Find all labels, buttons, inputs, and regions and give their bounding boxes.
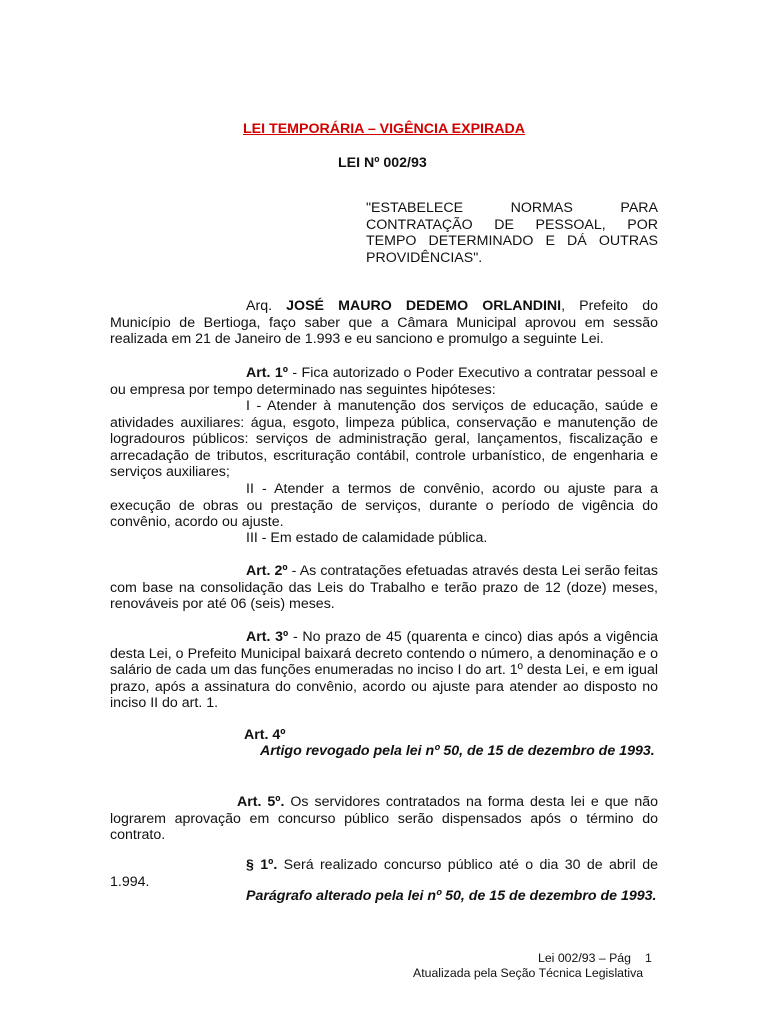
article-1-inciso-2 [110,481,658,531]
footer-page-number: 1 [645,951,652,965]
article-1-text: - Fica autorizado o Poder Executivo a contratar pessoal e ou empresa por tempo determinado nas seguintes hipóteses: [110,365,658,398]
article-4-revoked-note: Artigo revogado pela lei nº 50, de 15 de dezembro de 1993. [260,743,655,759]
article-3-text: - No prazo de 45 (quarenta e cinco) dias após a vigência desta Lei, o Prefeito Municipal baixará decreto contendo o número, a denominação e o salário de cada um das funções enumeradas no inciso I do art. 1º desta Lei, e em igual prazo, após a assinatura do convênio, acordo ou ajuste para atender ao disposto no inciso II do art. 1. [110,629,658,712]
article-1-label: Art. 1º [246,365,288,381]
article-1-inciso-3 [110,530,658,547]
status-heading: LEI TEMPORÁRIA – VIGÊNCIA EXPIRADA [243,121,525,137]
article-1-inciso-1 [110,398,658,481]
article-4-label: Art. 4º [244,727,286,743]
article-2 [110,563,658,613]
inciso-2-text: II - Atender a termos de convênio, acordo ou ajuste para a execução de obras ou prestação de serviços, durante o período de vigência do convênio, acordo ou ajuste. [110,481,658,531]
article-5 [110,794,658,844]
mayor-name: JOSÉ MAURO DEDEMO ORLANDINI [286,298,562,314]
article-5-paragraph-1 [110,857,658,890]
paragraph-1-amended-note: Parágrafo alterado pela lei nº 50, de 15 de dezembro de 1993. [246,888,657,904]
article-2-label: Art. 2º [246,563,288,579]
law-number: LEI Nº 002/93 [338,155,427,171]
article-2-text: - As contratações efetuadas através desta Lei serão feitas com base na consolidação das Leis do Trabalho e terão prazo de 12 (doze) meses, renováveis por até 06 (seis) meses. [110,563,658,613]
footer-updated-by: Atualizada pela Seção Técnica Legislativa [413,966,644,980]
paragraph-1-label: § 1º. [246,857,278,873]
preamble-text: , Prefeito do Município de Bertioga, faço saber que a Câmara Municipal aprovou em sessão realizada em 21 de Janeiro de 1.993 e eu sanciono e promulgo a seguinte Lei. [110,298,658,348]
inciso-1-text: I - Atender à manutenção dos serviços de educação, saúde e atividades auxiliares: água, esgoto, limpeza pública, conservação e manutenção de logradouros públicos: serviços de administração geral, lançamentos, fiscalização e arrecadação de tributos, escrituração contábil, controle urbanístico, de engenharia e serviços auxiliares; [110,398,658,481]
preamble [110,298,658,348]
footer-page-ref: Lei 002/93 – Pág 1 [538,951,652,965]
article-3 [110,629,658,712]
article-5-label: Art. 5º. [237,794,285,810]
article-1 [110,365,658,398]
ementa: "ESTABELECE NORMAS PARA CONTRATAÇÃO DE PESSOAL, POR TEMPO DETERMINADO E DÁ OUTRAS PROVIDÊNCIAS". [366,200,658,266]
paragraph-1-text: Será realizado concurso público até o dia 30 de abril de 1.994. [110,857,658,890]
preamble-prefix: Arq. [246,298,287,314]
article-3-label: Art. 3º [246,629,289,645]
article-5-text: Os servidores contratados na forma desta lei e que não lograrem aprovação em concurso público serão dispensados após o término do contrato. [110,794,659,844]
inciso-3-text: III - Em estado de calamidade pública. [246,530,488,546]
